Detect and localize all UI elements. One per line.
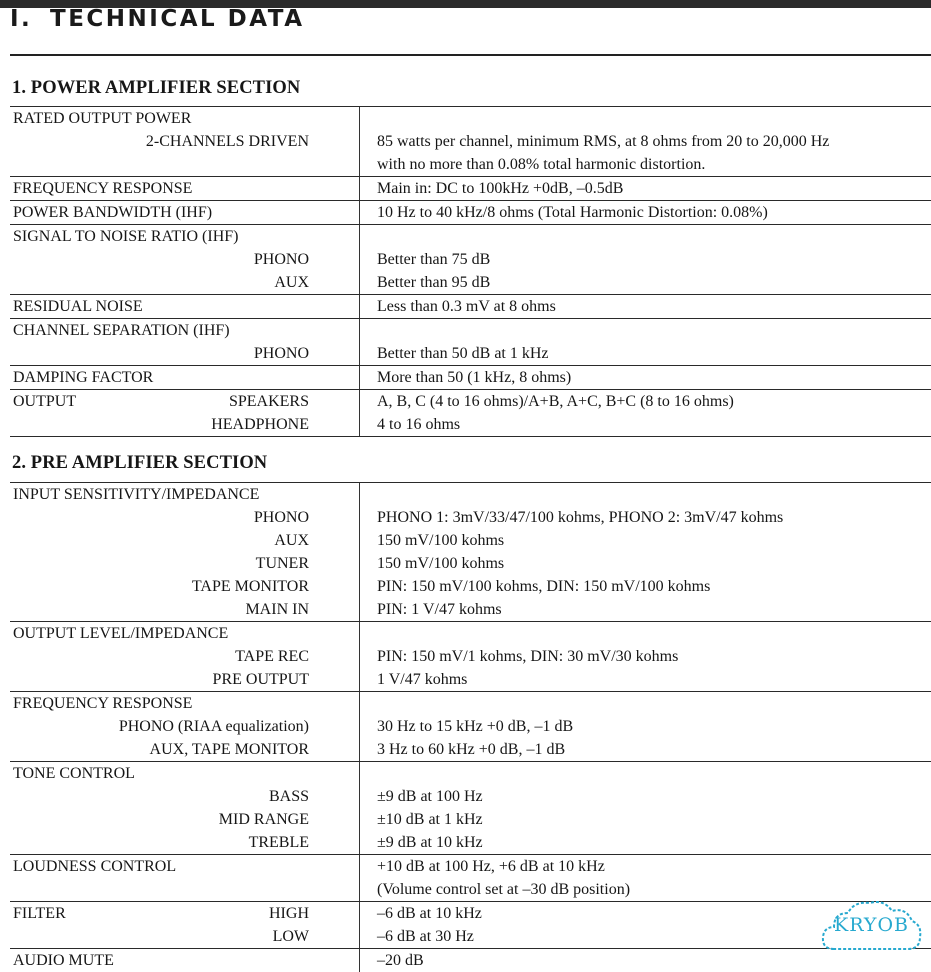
spec-label: POWER BANDWIDTH (IHF) (13, 204, 213, 221)
spec-label: FILTER (13, 905, 66, 922)
spec-sublabel: AUX (274, 274, 309, 291)
spec-value: PIN: 150 mV/100 kohms, DIN: 150 mV/100 kohms (377, 578, 711, 595)
spec-value-cell (360, 319, 931, 365)
spec-value: 150 mV/100 kohms (377, 555, 505, 572)
pre-amplifier-table (10, 482, 931, 972)
spec-label-cell (10, 949, 360, 972)
spec-label-cell (10, 692, 360, 761)
spec-value-cell (360, 225, 931, 294)
spec-label: OUTPUT (13, 393, 77, 410)
spec-label-cell (10, 177, 360, 200)
power-amplifier-table (10, 106, 931, 437)
spec-value-cell (360, 366, 931, 389)
spec-label: SIGNAL TO NOISE RATIO (IHF) (13, 228, 239, 245)
spec-value (377, 692, 931, 715)
spec-row-tone-control (10, 761, 931, 854)
spec-sublabel: AUX, TAPE MONITOR (149, 741, 309, 758)
spec-value: Better than 75 dB (377, 251, 491, 268)
spec-sublabel: HEADPHONE (211, 416, 309, 433)
spec-value: Better than 50 dB at 1 kHz (377, 345, 549, 362)
spec-row-loudness-control (10, 854, 931, 901)
spec-sublabel: HIGH (269, 905, 309, 922)
spec-label: OUTPUT LEVEL/IMPEDANCE (13, 625, 229, 642)
spec-value: 3 Hz to 60 kHz +0 dB, –1 dB (377, 741, 566, 758)
spec-label-cell (10, 201, 360, 224)
spec-row-rated-output-power (10, 106, 931, 176)
spec-value: ±9 dB at 10 kHz (377, 834, 483, 851)
spec-label-cell (10, 319, 360, 365)
spec-label: RATED OUTPUT POWER (13, 110, 192, 127)
spec-label: FREQUENCY RESPONSE (13, 180, 193, 197)
spec-sublabel: SPEAKERS (228, 393, 309, 410)
spec-label-cell (10, 107, 360, 176)
spec-value: –6 dB at 10 kHz (377, 905, 482, 922)
spec-value (377, 319, 931, 342)
spec-sublabel: TAPE REC (235, 648, 309, 665)
spec-label: DAMPING FACTOR (13, 369, 154, 386)
spec-label: TONE CONTROL (13, 765, 135, 782)
spec-row-signal-to-noise (10, 224, 931, 294)
spec-row-audio-mute (10, 948, 931, 972)
spec-label: FREQUENCY RESPONSE (13, 695, 193, 712)
spec-value: More than 50 (1 kHz, 8 ohms) (377, 369, 572, 386)
spec-value: –20 dB (377, 952, 424, 969)
spec-sublabel: PHONO (253, 509, 309, 526)
spec-sublabel: PHONO (RIAA equalization) (118, 718, 309, 735)
watermark-text: KRYOB (834, 914, 909, 936)
spec-value: 10 Hz to 40 kHz/8 ohms (Total Harmonic Distortion: 0.08%) (377, 204, 768, 221)
spec-value-cell (360, 201, 931, 224)
spec-sublabel: MID RANGE (218, 811, 309, 828)
spec-value: Main in: DC to 100kHz +0dB, –0.5dB (377, 180, 624, 197)
spec-sublabel: PHONO (253, 345, 309, 362)
spec-value-cell (360, 107, 931, 176)
spec-label-cell (10, 295, 360, 318)
spec-value-cell (360, 483, 931, 621)
spec-row-output-level (10, 621, 931, 691)
spec-value: –6 dB at 30 Hz (377, 928, 474, 945)
power-amplifier-heading: 1. POWER AMPLIFIER SECTION (12, 78, 301, 98)
title-rule (10, 54, 931, 56)
spec-value (377, 107, 931, 130)
spec-label: INPUT SENSITIVITY/IMPEDANCE (13, 486, 260, 503)
spec-value: PIN: 150 mV/1 kohms, DIN: 30 mV/30 kohms (377, 648, 679, 665)
spec-value: ±9 dB at 100 Hz (377, 788, 483, 805)
spec-value: with no more than 0.08% total harmonic distortion. (377, 156, 706, 173)
spec-row-input-sensitivity (10, 482, 931, 621)
spec-value: 4 to 16 ohms (377, 416, 461, 433)
spec-row-output (10, 389, 931, 437)
spec-value: ±10 dB at 1 kHz (377, 811, 483, 828)
section-number: I. (10, 6, 33, 32)
spec-value-cell (360, 177, 931, 200)
spec-value: Better than 95 dB (377, 274, 491, 291)
spec-value (377, 762, 931, 785)
spec-sublabel: 2-CHANNELS DRIVEN (145, 133, 309, 150)
spec-value-cell (360, 692, 931, 761)
spec-sublabel: PHONO (253, 251, 309, 268)
pre-amplifier-heading: 2. PRE AMPLIFIER SECTION (12, 453, 268, 473)
spec-label-cell (10, 390, 360, 436)
spec-label: LOUDNESS CONTROL (13, 858, 177, 875)
spec-value: 85 watts per channel, minimum RMS, at 8 ohms from 20 to 20,000 Hz (377, 133, 830, 150)
spec-sublabel: AUX (274, 532, 309, 549)
spec-value: (Volume control set at –30 dB position) (377, 881, 631, 898)
spec-value: 30 Hz to 15 kHz +0 dB, –1 dB (377, 718, 574, 735)
spec-label-cell (10, 855, 360, 901)
spec-label-cell (10, 902, 360, 948)
watermark-logo (820, 897, 923, 957)
spec-value: +10 dB at 100 Hz, +6 dB at 10 kHz (377, 858, 605, 875)
spec-value (377, 622, 931, 645)
spec-row-frequency-response (10, 176, 931, 200)
spec-sublabel: LOW (272, 928, 309, 945)
title-text: TECHNICAL DATA (50, 6, 305, 32)
spec-sublabel: BASS (268, 788, 309, 805)
spec-value-cell (360, 390, 931, 436)
spec-value (377, 225, 931, 248)
spec-label-cell (10, 622, 360, 691)
spec-value-cell (360, 855, 931, 901)
spec-label: CHANNEL SEPARATION (IHF) (13, 322, 230, 339)
spec-value: Less than 0.3 mV at 8 ohms (377, 298, 556, 315)
spec-label-cell (10, 366, 360, 389)
spec-sublabel: TUNER (255, 555, 309, 572)
spec-value-cell (360, 295, 931, 318)
spec-value: 150 mV/100 kohms (377, 532, 505, 549)
spec-label-cell (10, 225, 360, 294)
document-title (10, 6, 305, 32)
spec-label: AUDIO MUTE (13, 952, 114, 969)
spec-value: 1 V/47 kohms (377, 671, 468, 688)
spec-sublabel: TREBLE (248, 834, 309, 851)
spec-value (377, 483, 931, 506)
spec-value: PIN: 1 V/47 kohms (377, 601, 502, 618)
spec-label-cell (10, 762, 360, 854)
spec-row-residual-noise (10, 294, 931, 318)
spec-row-power-bandwidth (10, 200, 931, 224)
spec-label: RESIDUAL NOISE (13, 298, 143, 315)
spec-row-pre-frequency-response (10, 691, 931, 761)
spec-sublabel: PRE OUTPUT (212, 671, 309, 688)
spec-row-damping-factor (10, 365, 931, 389)
spec-value-cell (360, 622, 931, 691)
spec-value: A, B, C (4 to 16 ohms)/A+B, A+C, B+C (8 to 16 ohms) (377, 393, 734, 410)
spec-label-cell (10, 483, 360, 621)
spec-value: PHONO 1: 3mV/33/47/100 kohms, PHONO 2: 3mV/47 kohms (377, 509, 784, 526)
spec-sublabel: MAIN IN (245, 601, 309, 618)
spec-row-channel-separation (10, 318, 931, 365)
spec-sublabel: TAPE MONITOR (191, 578, 309, 595)
spec-row-filter (10, 901, 931, 948)
spec-value-cell (360, 762, 931, 854)
